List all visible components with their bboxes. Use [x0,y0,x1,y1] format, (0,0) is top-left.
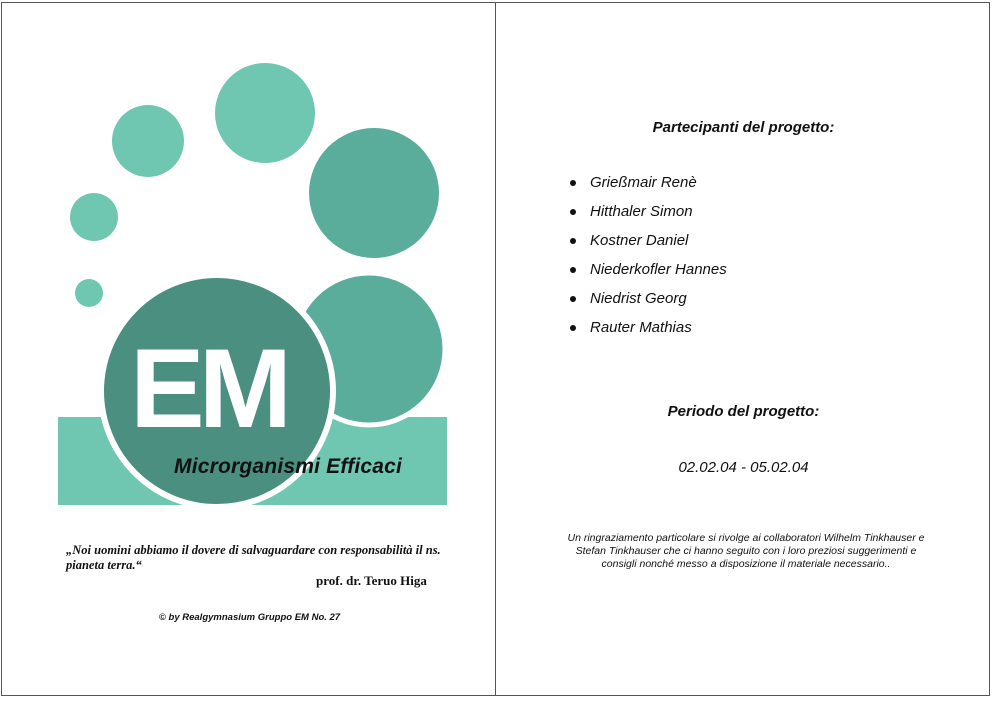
logo-title: Microrganismi Efficaci [174,455,403,478]
bullet-icon [570,267,576,273]
list-item [562,200,727,229]
right-page [495,2,990,696]
list-item [562,171,727,200]
participant-name: Hitthaler Simon [590,203,693,220]
logo-circle-small-2 [70,193,118,241]
participant-name: Grießmair Renè [590,174,697,191]
list-item [562,316,727,345]
period-dates: 02.02.04 - 05.02.04 [678,459,809,476]
participant-name: Niedrist Georg [590,290,687,307]
participant-name: Kostner Daniel [590,232,689,249]
bullet-icon [570,238,576,244]
logo-letters: EM [130,326,286,451]
bullet-icon [570,325,576,331]
logo-circle-small [75,279,103,307]
bullet-icon [570,209,576,215]
bullet-icon [570,296,576,302]
quote-text: „Noi uomini abbiamo il dovere di salvaguardare con responsabilità il ns. pianeta terra.“ [66,543,441,572]
logo-circle-medium [112,105,184,177]
list-item [562,258,727,287]
acknowledgement-text: Un ringraziamento particolare si rivolge ai collaboratori Wilhelm Tinkhauser e Stefan Tinkhauser che ci hanno seguito con i loro preziosi suggerimenti e consigli nonché messo a disposizione il materiale necessario.. [567,532,925,570]
participants-heading: Partecipanti del progetto: [652,119,835,136]
period-heading: Periodo del progetto: [667,403,820,420]
logo-circle-medium-2 [215,63,315,163]
participant-name: Rauter Mathias [590,319,692,336]
logo-circle-large [309,128,439,258]
participant-name: Niederkofler Hannes [590,261,727,278]
list-item [562,287,727,316]
participants-list [562,171,727,345]
list-item [562,229,727,258]
left-page [1,2,496,696]
quote-author: prof. dr. Teruo Higa [316,573,427,588]
copyright-text: © by Realgymnasium Gruppo EM No. 27 [158,612,341,623]
bullet-icon [570,180,576,186]
